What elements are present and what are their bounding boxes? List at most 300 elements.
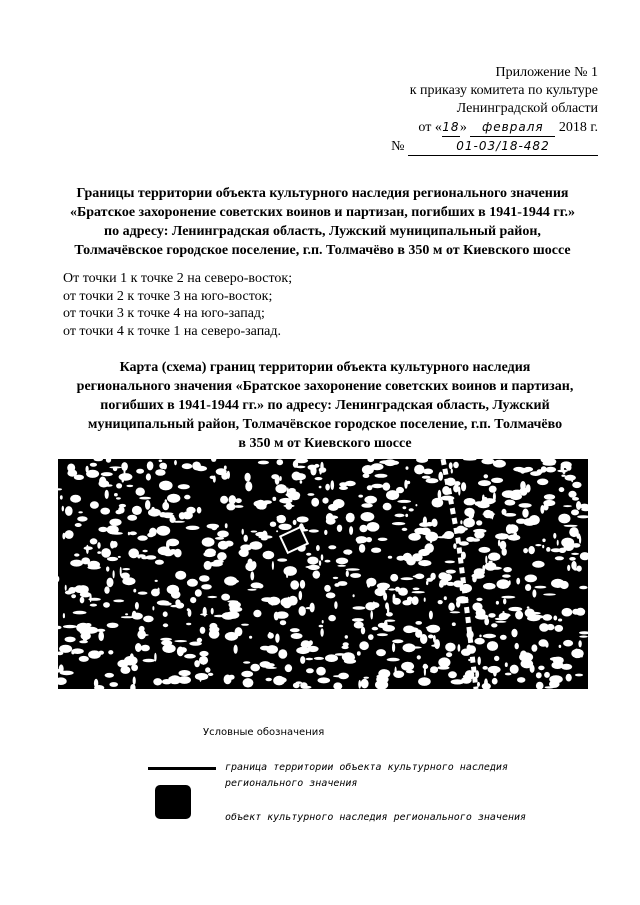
map-texture-speck [65,585,67,591]
map-texture-speck [288,596,298,606]
map-texture-speck [563,505,572,507]
map-texture-speck [377,633,388,636]
map-texture-speck [395,514,405,518]
map-texture-speck [163,464,167,470]
map-texture-speck [242,529,244,535]
map-texture-speck [371,484,384,488]
map-texture-speck [85,627,98,634]
map-texture-speck [334,601,337,609]
map-texture-speck [70,560,83,567]
map-texture-speck [157,600,170,605]
map-texture-speck [199,575,210,582]
map-texture-speck [571,509,579,515]
map-texture-speck [192,462,201,471]
title-line: Толмачёвское городское поселение, г.п. Толмачёво в 350 м от Киевского шоссе [74,243,571,258]
map-texture-speck [558,514,570,524]
map-texture-speck [112,541,118,548]
map-texture-speck [170,605,179,607]
map-texture-speck [251,531,258,533]
map-texture-speck [572,543,580,548]
map-texture-speck [301,686,312,689]
map-title [40,358,610,453]
map-texture-speck [305,607,311,609]
map-texture-speck [162,644,175,653]
map-texture-speck [367,459,374,462]
map-texture-speck [126,485,133,487]
map-texture-speck [395,587,400,592]
map-texture-speck [327,515,338,519]
map-texture-speck [90,604,97,607]
map-texture-speck [484,474,489,478]
map-texture-speck [316,545,320,551]
map-texture-speck [174,460,177,465]
map-texture-speck [363,473,370,478]
map-texture-speck [65,637,76,643]
map-texture-speck [375,474,388,478]
map-texture-speck [311,498,319,507]
map-texture-speck [174,640,187,642]
appendix-region: Ленинградской области [456,101,598,116]
map-texture-speck [385,620,396,622]
map-texture-speck [392,639,403,643]
map-texture-speck [306,668,314,673]
map-texture-speck [137,556,140,559]
map-texture-speck [118,556,121,558]
map-texture-speck [564,525,578,527]
map-texture-speck [220,496,228,504]
map-texture-speck [280,620,286,625]
map-texture-speck [463,518,475,528]
map-texture-speck [572,497,579,501]
map-texture-speck [275,484,287,493]
map-texture-speck [483,497,487,503]
map-texture-speck [557,540,559,546]
map-texture-speck [95,598,100,600]
map-texture-speck [267,663,275,667]
map-texture-speck [371,548,381,553]
map-texture-speck [135,643,142,652]
map-texture-speck [105,673,114,678]
map-texture-speck [158,546,171,555]
map-texture-speck [483,666,488,670]
map-texture-speck [542,545,544,548]
map-texture-speck [553,533,556,539]
map-texture-speck [279,476,282,481]
map-texture-speck [211,608,214,615]
direction-line: от точки 4 к точке 1 на северо-запад. [63,323,282,339]
appendix-title: Приложение № 1 [495,65,598,80]
map-texture-speck [580,552,588,560]
map-texture-speck [318,677,331,683]
map-texture-speck [515,643,519,649]
map-texture-speck [88,650,101,658]
map-texture-speck [129,531,137,535]
map-texture-speck [288,488,296,493]
map-texture-speck [576,608,585,616]
map-texture-speck [211,459,216,462]
boundary-directions [63,270,292,340]
map-texture-speck [502,509,507,515]
map-texture-speck [67,470,77,477]
map-texture-speck [201,584,212,589]
map-texture-speck [250,664,260,672]
map-texture-speck [450,611,461,613]
map-texture-speck [167,494,180,503]
map-texture-speck [94,679,98,688]
map-texture-speck [285,664,292,672]
map-texture-speck [392,643,395,652]
map-texture-speck [243,678,254,687]
map-texture-speck [567,565,570,571]
map-texture-speck [111,532,123,535]
map-texture-speck [418,677,431,686]
map-texture-speck [188,609,192,617]
map-texture-speck [335,653,346,656]
map-texture-speck [319,486,322,489]
map-texture-speck [203,551,215,557]
map-texture-speck [417,655,421,659]
map-texture-speck [474,638,484,645]
map-texture-speck [559,487,565,492]
map-texture-speck [94,459,103,461]
map-texture-speck [299,591,303,600]
map-texture-speck [489,486,497,493]
map-texture-speck [309,529,319,532]
map-texture-speck [225,523,228,528]
document-title [40,184,605,260]
map-texture-speck [277,558,287,561]
map-texture-speck [464,498,476,505]
map-texture-speck [555,556,564,560]
direction-line: от точки 2 к точке 3 на юго-восток; [63,288,273,304]
aerial-map-image [58,459,588,689]
map-texture-speck [155,560,164,565]
map-texture-speck [529,515,540,525]
map-texture-speck [402,600,411,605]
map-texture-speck [367,522,380,532]
map-texture-speck [402,528,408,531]
map-texture-speck [553,657,564,665]
map-texture-speck [487,641,498,651]
number-value: 01-03/18-482 [408,137,598,156]
map-texture-speck [98,631,104,641]
map-texture-speck [426,478,439,483]
map-texture-speck [253,610,261,617]
map-texture-speck [378,538,388,541]
map-texture-speck [549,680,560,688]
map-texture-speck [370,611,373,620]
map-texture-speck [543,481,546,484]
map-texture-speck [493,669,497,677]
appendix-number [338,137,598,156]
map-texture-speck [146,473,151,480]
map-texture-speck [290,580,299,589]
map-texture-speck [136,488,145,496]
map-texture-speck [184,495,190,500]
map-texture-speck [162,679,172,684]
map-texture-speck [382,483,390,491]
map-texture-speck [199,651,208,657]
map-texture-speck [336,558,348,565]
map-texture-speck [444,531,454,539]
map-texture-speck [544,494,555,500]
map-texture-speck [397,500,411,503]
map-texture-speck [274,612,279,621]
map-texture-speck [529,612,541,615]
map-texture-speck [324,530,327,535]
map-texture-speck [362,465,374,474]
map-texture-speck [476,598,482,601]
map-texture-speck [250,571,254,580]
map-texture-speck [527,616,540,622]
map-texture-speck [217,552,227,560]
map-texture-speck [83,591,88,594]
map-texture-speck [543,504,548,511]
map-texture-speck [254,500,268,507]
appendix-date [338,118,598,137]
map-texture-speck [299,606,306,616]
map-texture-speck [386,612,393,616]
map-texture-speck [526,585,530,590]
map-texture-speck [559,548,566,553]
map-texture-speck [538,639,548,647]
map-texture-speck [325,560,331,563]
map-texture-speck [517,677,525,683]
map-texture-speck [477,682,480,687]
map-texture-speck [515,611,523,620]
map-texture-speck [363,677,369,679]
map-texture-speck [333,577,338,579]
map-texture-speck [438,600,443,604]
map-texture-speck [109,519,121,526]
map-texture-speck [143,659,155,662]
map-texture-speck [227,600,238,603]
title-line: «Братское захоронение советских воинов и партизан, погибших в 1941-1944 гг.» [70,205,575,220]
map-texture-speck [300,480,303,483]
map-texture-speck [127,515,137,521]
map-texture-speck [445,561,455,564]
legend-boundary-line2: регионального значения [225,778,358,789]
map-texture-speck [535,544,541,546]
map-texture-speck [403,506,407,509]
map-texture-speck [184,654,196,659]
map-texture-speck [579,631,588,634]
map-texture-speck [217,531,229,538]
map-title-line: в 350 м от Киевского шоссе [238,436,412,451]
map-texture-speck [495,621,506,623]
map-texture-speck [333,682,342,689]
map-texture-speck [353,594,355,597]
map-texture-speck [446,652,452,657]
map-texture-speck [538,666,544,671]
map-texture-speck [481,459,494,464]
map-texture-speck [101,548,111,558]
map-texture-speck [532,589,536,597]
map-texture-speck [388,556,392,559]
map-texture-speck [371,602,380,608]
map-texture-speck [138,592,148,595]
map-texture-speck [392,522,405,525]
map-texture-speck [491,513,493,520]
map-texture-speck [167,539,179,547]
map-texture-speck [453,462,459,468]
map-texture-speck [383,503,392,511]
map-texture-speck [145,500,150,510]
map-texture-speck [77,516,87,521]
map-texture-speck [224,576,237,585]
map-texture-speck [386,490,399,500]
map-texture-speck [512,490,523,495]
map-texture-speck [345,635,348,639]
map-texture-speck [234,645,238,654]
map-texture-speck [423,665,429,670]
map-texture-speck [63,613,65,618]
map-texture-speck [224,675,232,685]
direction-line: от точки 3 к точке 4 на юго-запад; [63,306,265,321]
map-texture-speck [62,506,64,512]
map-texture-speck [522,509,528,518]
map-texture-speck [579,636,588,638]
map-texture-speck [581,651,583,658]
map-texture-speck [542,539,545,543]
map-texture-speck [461,482,466,491]
map-texture-speck [490,567,502,570]
map-texture-speck [403,553,412,562]
map-texture-speck [85,623,92,627]
map-texture-speck [307,557,318,565]
map-texture-speck [190,597,196,603]
map-texture-speck [517,468,530,473]
map-texture-speck [491,478,503,483]
map-texture-speck [390,574,398,582]
map-texture-speck [568,491,576,498]
map-texture-speck [271,474,279,479]
map-texture-speck [147,533,154,538]
map-texture-speck [309,640,313,645]
map-texture-speck [423,517,427,525]
map-texture-speck [307,493,314,496]
map-texture-speck [195,589,202,596]
map-texture-speck [58,488,62,490]
map-texture-speck [314,657,324,660]
map-texture-speck [562,608,573,617]
map-texture-speck [579,586,587,590]
map-texture-speck [148,509,161,517]
map-texture-speck [378,587,388,590]
map-texture-speck [113,467,117,471]
map-texture-speck [368,634,374,640]
map-texture-speck [339,482,347,487]
map-texture-speck [137,535,147,540]
heritage-object-symbol [155,785,191,819]
legend-boundary-line1: граница территории объекта культурного наследия [225,762,508,773]
map-texture-speck [203,607,207,617]
map-texture-speck [415,621,422,625]
map-texture-speck [197,507,202,514]
map-texture-speck [180,647,187,653]
map-texture-speck [107,557,118,561]
map-texture-speck [307,646,318,652]
map-texture-speck [294,473,306,480]
map-texture-speck [448,603,455,611]
map-texture-speck [547,624,555,630]
map-texture-speck [186,526,200,530]
map-texture-speck [163,611,168,617]
map-texture-speck [300,580,305,589]
map-texture-speck [101,472,113,476]
map-texture-speck [133,589,136,593]
map-texture-speck [107,578,114,588]
map-texture-speck [195,673,208,680]
map-texture-speck [229,495,237,504]
map-texture-speck [361,627,365,635]
map-texture-speck [186,623,191,625]
map-texture-speck [495,618,507,621]
map-texture-speck [75,523,82,527]
map-texture-speck [139,497,151,500]
map-texture-speck [361,512,375,521]
map-texture-speck [431,519,437,527]
map-texture-speck [425,532,438,542]
map-texture-speck [100,508,110,515]
map-texture-speck [156,526,170,536]
map-texture-speck [458,486,460,495]
map-texture-speck [434,639,440,649]
map-texture-speck [287,487,289,497]
map-texture-speck [154,653,156,662]
map-texture-speck [243,661,250,664]
map-texture-speck [79,656,89,662]
map-texture-speck [320,628,323,637]
boundary-line-symbol [148,767,216,770]
map-texture-speck [385,602,389,609]
map-texture-speck [493,492,496,501]
map-texture-speck [451,679,465,684]
map-texture-speck [204,561,212,570]
map-texture-speck [324,585,331,592]
map-texture-speck [293,520,297,525]
map-texture-speck [445,663,448,669]
map-texture-speck [349,526,353,535]
map-texture-speck [359,525,367,533]
map-texture-speck [272,561,274,570]
date-year: 2018 г. [558,120,598,135]
map-texture-speck [460,520,462,524]
title-line: Границы территории объекта культурного наследия регионального значения [76,186,569,201]
map-texture-speck [278,649,287,659]
aerial-map-texture [58,459,588,689]
map-texture-speck [458,527,468,531]
map-texture-speck [125,613,128,615]
map-texture-speck [71,648,83,654]
map-texture-speck [116,497,121,499]
map-texture-speck [508,607,522,611]
map-texture-speck [241,624,249,626]
map-texture-speck [205,667,210,672]
map-texture-speck [257,584,263,589]
map-texture-speck [477,503,489,508]
map-texture-speck [551,579,565,588]
map-texture-speck [500,541,507,550]
map-texture-speck [393,671,404,678]
map-texture-speck [474,531,484,539]
map-texture-speck [322,620,324,623]
map-texture-speck [270,522,276,527]
map-texture-speck [346,570,349,577]
map-texture-speck [249,636,252,639]
map-texture-speck [71,594,76,598]
map-texture-speck [571,561,576,570]
